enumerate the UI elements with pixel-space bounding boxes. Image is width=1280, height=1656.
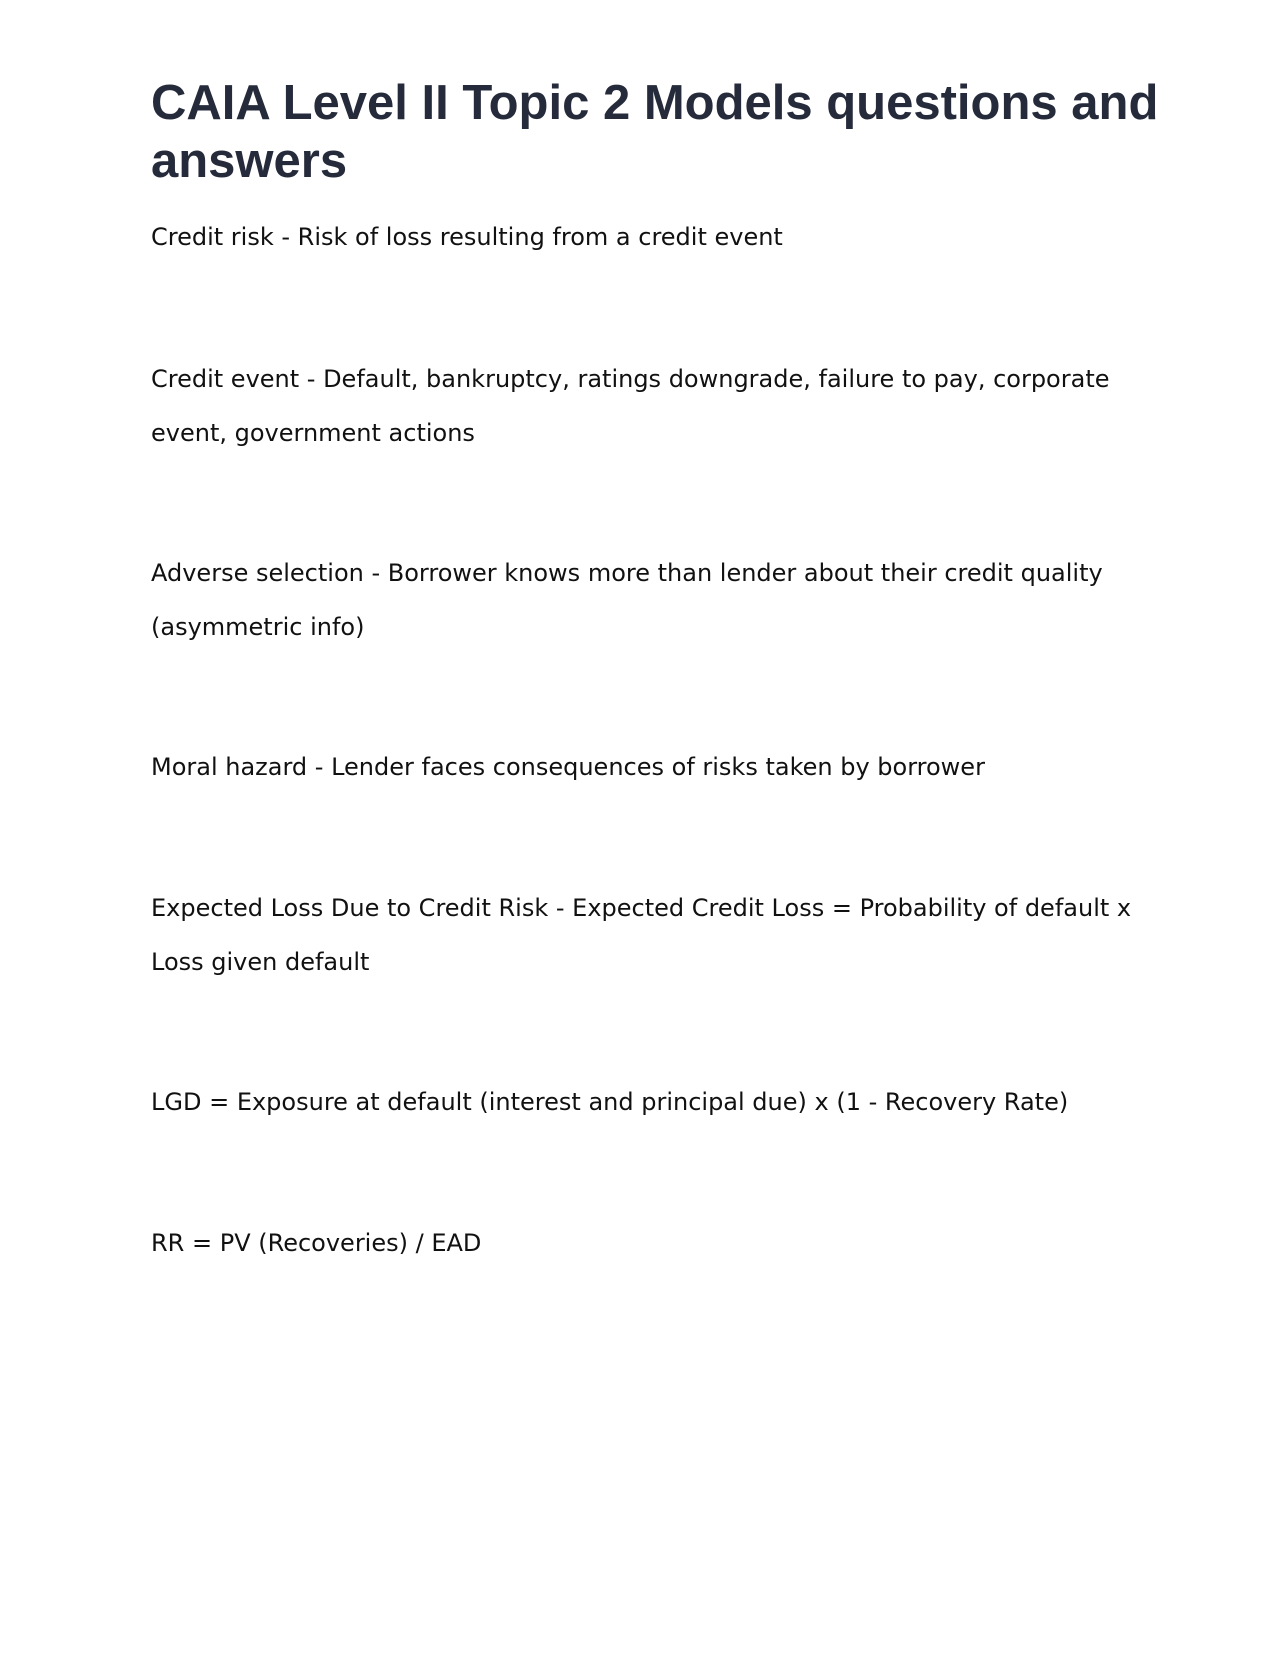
entry-moral-hazard: Moral hazard - Lender faces consequences of risks taken by borrower xyxy=(151,753,985,781)
entry-credit-risk: Credit risk - Risk of loss resulting from a credit event xyxy=(151,223,783,251)
document-title: CAIA Level II Topic 2 Models questions and answers xyxy=(151,76,1159,188)
entry-rr-formula: RR = PV (Recoveries) / EAD xyxy=(151,1229,482,1257)
entry-lgd-formula: LGD = Exposure at default (interest and principal due) x (1 - Recovery Rate) xyxy=(151,1088,1069,1116)
entry-adverse-selection: Adverse selection - Borrower knows more than lender about their credit quality (asymmetric info) xyxy=(151,559,1103,641)
entry-expected-loss: Expected Loss Due to Credit Risk - Expected Credit Loss = Probability of default x Loss given default xyxy=(151,894,1132,976)
entry-credit-event: Credit event - Default, bankruptcy, ratings downgrade, failure to pay, corporate event, government actions xyxy=(151,365,1110,447)
